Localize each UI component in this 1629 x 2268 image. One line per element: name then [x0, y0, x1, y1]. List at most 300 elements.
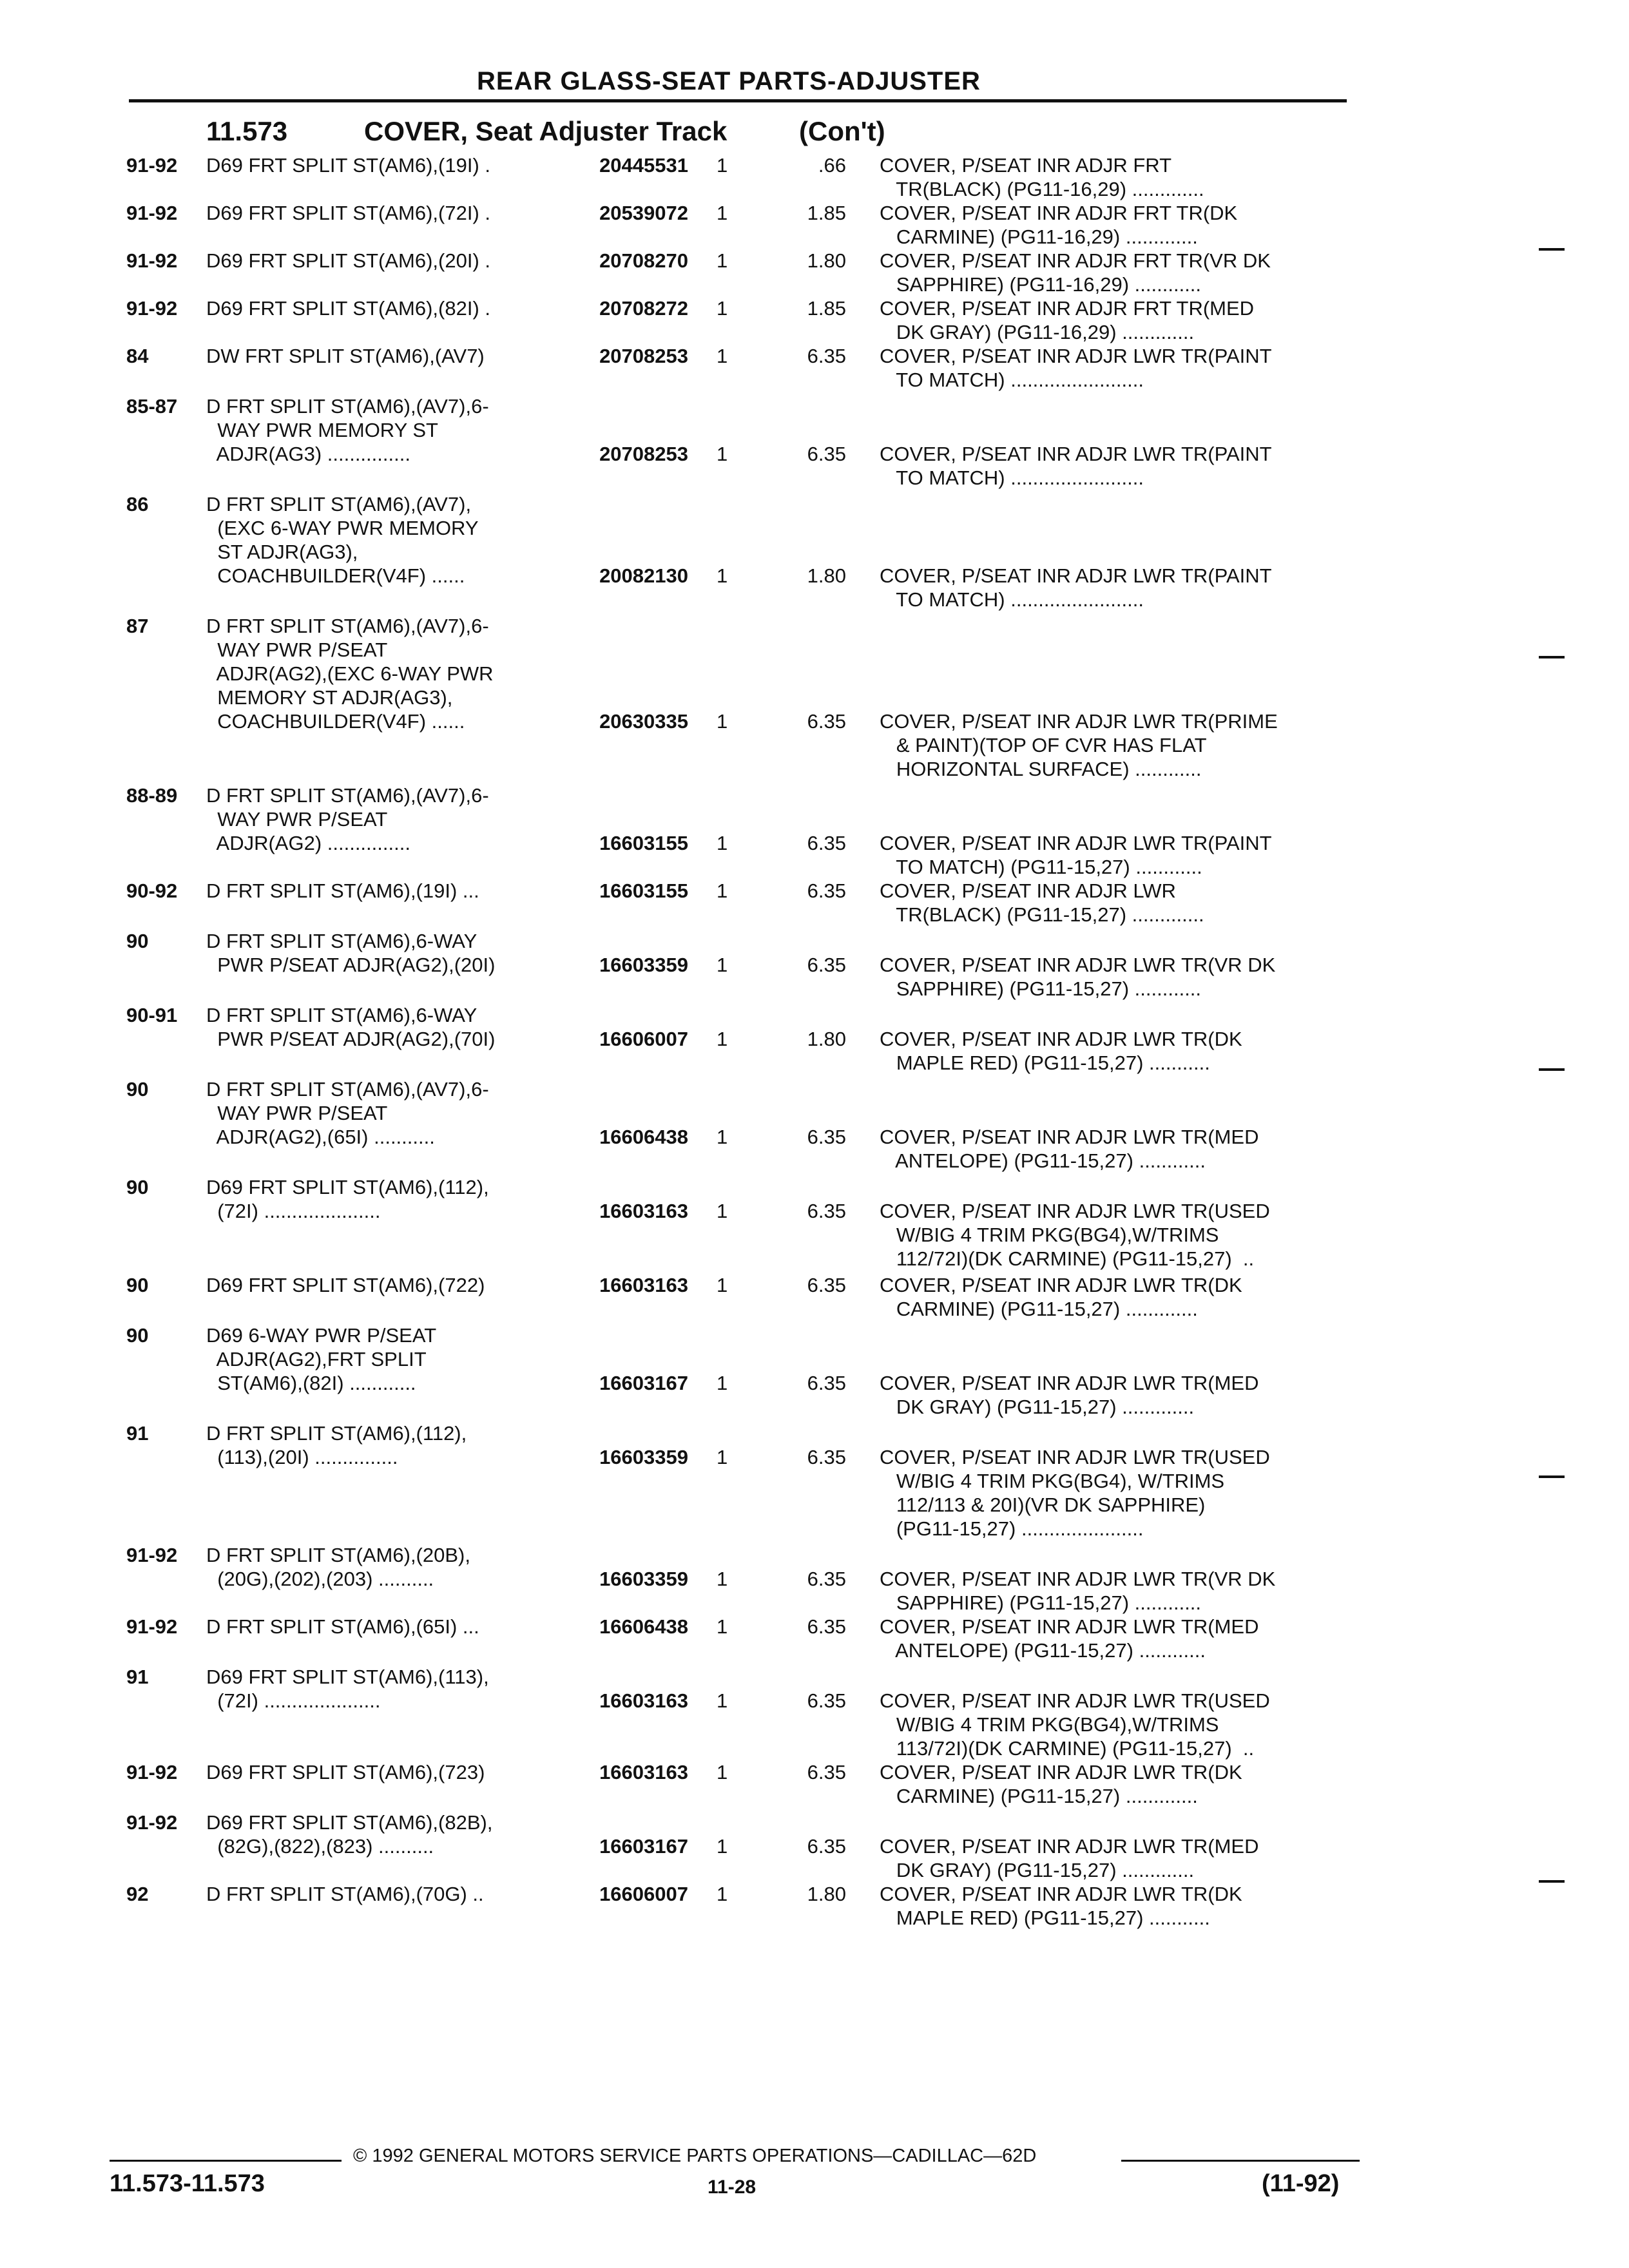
row-part-number	[567, 1615, 710, 1662]
application-line: D69 FRT SPLIT ST(AM6),(113),	[206, 1666, 489, 1688]
row-part-number-text: 16603359	[599, 1568, 688, 1590]
application-line: PWR P/SEAT ADJR(AG2),(70I)	[206, 1028, 496, 1050]
row-description	[880, 492, 1337, 611]
row-part-number	[567, 296, 710, 344]
application-line: (20G),(202),(203) ..........	[206, 1568, 434, 1590]
row-application	[206, 1882, 567, 1930]
row-years: 91-92	[126, 1761, 178, 1783]
application-line: ST(AM6),(82I) ............	[206, 1372, 416, 1394]
row-price-text: 6.35	[807, 443, 846, 465]
row-description	[880, 1882, 1337, 1930]
table-row	[126, 394, 1351, 490]
row-quantity	[710, 783, 747, 879]
row-price	[747, 201, 880, 249]
row-quantity-text: 1	[717, 879, 728, 902]
row-price	[747, 1615, 880, 1662]
row-part-number	[567, 1077, 710, 1173]
section-number: 11.573	[206, 116, 288, 146]
row-quantity	[710, 344, 747, 392]
description-line: ANTELOPE) (PG11-15,27) ............	[880, 1149, 1206, 1172]
row-years: 91-92	[126, 154, 178, 177]
description-line: SAPPHIRE) (PG11-15,27) ............	[880, 1591, 1202, 1614]
row-part-number-text: 20708253	[599, 443, 688, 465]
row-price	[747, 879, 880, 927]
application-line: D69 FRT SPLIT ST(AM6),(72I) .	[206, 202, 491, 224]
description-line: CARMINE) (PG11-15,27) .............	[880, 1785, 1198, 1807]
row-quantity	[710, 153, 747, 201]
row-price	[747, 1543, 880, 1615]
row-application	[206, 492, 567, 611]
description-line: COVER, P/SEAT INR ADJR LWR TR(MED	[880, 1372, 1259, 1394]
row-description	[880, 1273, 1337, 1321]
table-row	[126, 1882, 1351, 1930]
description-line: 112/72I)(DK CARMINE) (PG11-15,27) ..	[880, 1247, 1255, 1270]
row-price-text: 6.35	[807, 1372, 846, 1394]
row-description	[880, 153, 1337, 201]
row-price-text: 6.35	[807, 1761, 846, 1783]
row-price	[747, 1665, 880, 1760]
row-description	[880, 1077, 1337, 1173]
row-part-number	[567, 1003, 710, 1075]
row-price-text: 1.80	[807, 249, 846, 272]
row-part-number	[567, 929, 710, 1001]
description-line: COVER, P/SEAT INR ADJR LWR TR(PRIME	[880, 710, 1278, 733]
description-line: COVER, P/SEAT INR ADJR LWR	[880, 879, 1176, 902]
row-quantity-text: 1	[717, 1446, 728, 1468]
description-line: TO MATCH) (PG11-15,27) ............	[880, 856, 1202, 878]
row-price-text: 1.85	[807, 202, 846, 224]
row-application	[206, 1421, 567, 1541]
footer-rule	[110, 2160, 342, 2162]
application-line: (113),(20I) ...............	[206, 1446, 398, 1468]
table-row	[126, 1077, 1351, 1173]
description-line: W/BIG 4 TRIM PKG(BG4), W/TRIMS	[880, 1470, 1225, 1492]
row-years: 90	[126, 1176, 149, 1198]
row-application	[206, 879, 567, 927]
row-application	[206, 344, 567, 392]
row-quantity-text: 1	[717, 1615, 728, 1638]
description-line: COVER, P/SEAT INR ADJR LWR TR(DK	[880, 1883, 1242, 1905]
row-quantity-text: 1	[717, 1200, 728, 1222]
description-line: HORIZONTAL SURFACE) ............	[880, 758, 1202, 780]
row-quantity-text: 1	[717, 1568, 728, 1590]
row-years: 84	[126, 345, 149, 367]
description-line: COVER, P/SEAT INR ADJR FRT TR(VR DK	[880, 249, 1271, 272]
row-part-number	[567, 1323, 710, 1419]
description-line: (PG11-15,27) ......................	[880, 1517, 1144, 1540]
row-part-number-text: 16603155	[599, 879, 688, 902]
row-description	[880, 1003, 1337, 1075]
row-quantity-text: 1	[717, 1372, 728, 1394]
row-application	[206, 296, 567, 344]
table-row	[126, 1175, 1351, 1271]
application-line: D FRT SPLIT ST(AM6),(AV7),6-	[206, 395, 489, 418]
table-row	[126, 1665, 1351, 1760]
row-price-text: 6.35	[807, 1835, 846, 1858]
description-line: COVER, P/SEAT INR ADJR FRT	[880, 154, 1172, 177]
table-row	[126, 783, 1351, 879]
row-quantity	[710, 1175, 747, 1271]
description-line: COVER, P/SEAT INR ADJR LWR TR(PAINT	[880, 443, 1272, 465]
row-quantity-text: 1	[717, 1761, 728, 1783]
application-line: MEMORY ST ADJR(AG3),	[206, 686, 453, 709]
section-continued: (Con't)	[799, 116, 885, 146]
application-line: ADJR(AG2),(65I) ...........	[206, 1126, 435, 1148]
row-description	[880, 1615, 1337, 1662]
row-part-number-text: 20082130	[599, 564, 688, 587]
row-years: 90	[126, 1274, 149, 1296]
row-years: 91-92	[126, 1615, 178, 1638]
description-line: COVER, P/SEAT INR ADJR LWR TR(VR DK	[880, 954, 1276, 976]
row-part-number	[567, 201, 710, 249]
row-price	[747, 296, 880, 344]
row-quantity-text: 1	[717, 1126, 728, 1148]
table-row	[126, 296, 1351, 344]
description-line: CARMINE) (PG11-15,27) .............	[880, 1298, 1198, 1320]
application-line: (EXC 6-WAY PWR MEMORY	[206, 517, 479, 539]
table-row	[126, 929, 1351, 1001]
row-quantity	[710, 1760, 747, 1808]
application-line: COACHBUILDER(V4F) ......	[206, 564, 465, 587]
row-description	[880, 614, 1337, 781]
margin-mark	[1539, 656, 1565, 658]
application-line: D69 FRT SPLIT ST(AM6),(723)	[206, 1761, 485, 1783]
description-line: COVER, P/SEAT INR ADJR LWR TR(DK	[880, 1274, 1242, 1296]
row-part-number	[567, 1543, 710, 1615]
application-line: ST ADJR(AG3),	[206, 541, 358, 563]
application-line: D FRT SPLIT ST(AM6),6-WAY	[206, 930, 477, 952]
description-line: 112/113 & 20I)(VR DK SAPPHIRE)	[880, 1494, 1206, 1516]
description-line: COVER, P/SEAT INR ADJR LWR TR(USED	[880, 1200, 1270, 1222]
row-price	[747, 1421, 880, 1541]
row-price	[747, 394, 880, 490]
application-line: D FRT SPLIT ST(AM6),(AV7),6-	[206, 615, 489, 637]
description-line: TO MATCH) ........................	[880, 588, 1144, 611]
row-application	[206, 1003, 567, 1075]
title-rule	[129, 99, 1347, 102]
application-line: ADJR(AG2),FRT SPLIT	[206, 1348, 427, 1370]
row-part-number	[567, 492, 710, 611]
row-part-number-text: 16606438	[599, 1615, 688, 1638]
row-application	[206, 1077, 567, 1173]
row-part-number-text: 16603167	[599, 1372, 688, 1394]
description-line: COVER, P/SEAT INR ADJR LWR TR(DK	[880, 1761, 1242, 1783]
row-description	[880, 879, 1337, 927]
row-description	[880, 783, 1337, 879]
row-quantity	[710, 1003, 747, 1075]
row-application	[206, 614, 567, 781]
application-line: D69 FRT SPLIT ST(AM6),(722)	[206, 1274, 485, 1296]
row-price-text: 6.35	[807, 345, 846, 367]
application-line: ADJR(AG2),(EXC 6-WAY PWR	[206, 662, 494, 685]
application-line: ADJR(AG2) ...............	[206, 832, 410, 854]
row-application	[206, 201, 567, 249]
row-quantity-text: 1	[717, 564, 728, 587]
row-price-text: 6.35	[807, 1126, 846, 1148]
row-part-number	[567, 153, 710, 201]
row-description	[880, 201, 1337, 249]
row-years: 85-87	[126, 395, 178, 418]
description-line: COVER, P/SEAT INR ADJR LWR TR(PAINT	[880, 564, 1272, 587]
description-line: COVER, P/SEAT INR ADJR FRT TR(DK	[880, 202, 1238, 224]
description-line: TR(BLACK) (PG11-15,27) .............	[880, 903, 1204, 926]
table-row	[126, 614, 1351, 781]
footer-range: 11.573-11.573	[110, 2170, 265, 2197]
row-years: 91	[126, 1422, 149, 1445]
row-part-number-text: 16603359	[599, 1446, 688, 1468]
row-years: 91-92	[126, 249, 178, 272]
row-part-number-text: 20708270	[599, 249, 688, 272]
row-part-number	[567, 344, 710, 392]
description-line: COVER, P/SEAT INR ADJR LWR TR(DK	[880, 1028, 1242, 1050]
row-part-number	[567, 879, 710, 927]
row-price-text: 6.35	[807, 954, 846, 976]
row-part-number	[567, 1421, 710, 1541]
row-quantity	[710, 1323, 747, 1419]
row-years: 90	[126, 1078, 149, 1100]
application-line: D FRT SPLIT ST(AM6),(20B),	[206, 1544, 470, 1566]
application-line: ADJR(AG3) ...............	[206, 443, 410, 465]
row-description	[880, 296, 1337, 344]
description-line: COVER, P/SEAT INR ADJR LWR TR(USED	[880, 1446, 1270, 1468]
row-quantity	[710, 394, 747, 490]
footer-rule	[1121, 2160, 1360, 2162]
row-application	[206, 249, 567, 296]
description-line: DK GRAY) (PG11-15,27) .............	[880, 1859, 1195, 1881]
row-years: 91-92	[126, 297, 178, 320]
row-application	[206, 394, 567, 490]
row-part-number-text: 16606438	[599, 1126, 688, 1148]
row-years: 91-92	[126, 202, 178, 224]
row-part-number-text: 20630335	[599, 710, 688, 733]
row-price	[747, 783, 880, 879]
application-line: WAY PWR P/SEAT	[206, 808, 388, 831]
row-part-number-text: 16603167	[599, 1835, 688, 1858]
row-price	[747, 1811, 880, 1882]
row-quantity-text: 1	[717, 297, 728, 320]
row-application	[206, 1665, 567, 1760]
row-part-number	[567, 249, 710, 296]
description-line: W/BIG 4 TRIM PKG(BG4),W/TRIMS	[880, 1224, 1219, 1246]
description-line: SAPPHIRE) (PG11-16,29) ............	[880, 273, 1202, 296]
application-line: D FRT SPLIT ST(AM6),(65I) ...	[206, 1615, 479, 1638]
section-heading	[206, 116, 727, 147]
row-years: 88-89	[126, 784, 178, 807]
table-row	[126, 344, 1351, 392]
row-quantity-text: 1	[717, 249, 728, 272]
description-line: TO MATCH) ........................	[880, 369, 1144, 391]
description-line: & PAINT)(TOP OF CVR HAS FLAT	[880, 734, 1207, 756]
application-line: D69 FRT SPLIT ST(AM6),(112),	[206, 1176, 489, 1198]
row-part-number-text: 16603163	[599, 1200, 688, 1222]
row-description	[880, 1323, 1337, 1419]
row-part-number-text: 16603163	[599, 1761, 688, 1783]
row-quantity	[710, 1615, 747, 1662]
row-price	[747, 153, 880, 201]
description-line: W/BIG 4 TRIM PKG(BG4),W/TRIMS	[880, 1713, 1219, 1736]
row-quantity	[710, 879, 747, 927]
application-line: DW FRT SPLIT ST(AM6),(AV7)	[206, 345, 485, 367]
description-line: COVER, P/SEAT INR ADJR LWR TR(PAINT	[880, 832, 1272, 854]
page-title: REAR GLASS-SEAT PARTS-ADJUSTER	[477, 67, 981, 95]
row-quantity	[710, 296, 747, 344]
row-application	[206, 783, 567, 879]
margin-mark	[1539, 248, 1565, 251]
row-price-text: 1.80	[807, 1028, 846, 1050]
row-price	[747, 1882, 880, 1930]
row-price-text: .66	[818, 154, 846, 177]
row-part-number	[567, 394, 710, 490]
row-price-text: 1.80	[807, 564, 846, 587]
row-quantity	[710, 201, 747, 249]
row-price	[747, 249, 880, 296]
row-part-number-text: 16603163	[599, 1274, 688, 1296]
description-line: COVER, P/SEAT INR ADJR FRT TR(MED	[880, 297, 1255, 320]
row-quantity-text: 1	[717, 443, 728, 465]
row-part-number-text: 16603155	[599, 832, 688, 854]
row-quantity	[710, 614, 747, 781]
row-years: 91	[126, 1666, 149, 1688]
row-part-number	[567, 1273, 710, 1321]
row-quantity-text: 1	[717, 154, 728, 177]
description-line: COVER, P/SEAT INR ADJR LWR TR(USED	[880, 1689, 1270, 1712]
row-quantity	[710, 1882, 747, 1930]
application-line: D FRT SPLIT ST(AM6),(112),	[206, 1422, 467, 1445]
row-application	[206, 1323, 567, 1419]
row-part-number	[567, 1760, 710, 1808]
row-description	[880, 1760, 1337, 1808]
row-part-number	[567, 783, 710, 879]
row-part-number	[567, 614, 710, 781]
table-row	[126, 879, 1351, 927]
parts-table	[126, 153, 1351, 1930]
row-price-text: 6.35	[807, 1446, 846, 1468]
footer-date: (11-92)	[1262, 2170, 1340, 2197]
row-part-number-text: 20445531	[599, 154, 688, 177]
row-price	[747, 1273, 880, 1321]
row-years: 87	[126, 615, 149, 637]
margin-mark	[1539, 1068, 1565, 1071]
application-line: D FRT SPLIT ST(AM6),(19I) ...	[206, 879, 479, 902]
row-years: 90	[126, 1324, 149, 1347]
row-quantity	[710, 1077, 747, 1173]
row-part-number	[567, 1175, 710, 1271]
row-part-number	[567, 1811, 710, 1882]
row-years: 92	[126, 1883, 149, 1905]
description-line: MAPLE RED) (PG11-15,27) ...........	[880, 1052, 1210, 1074]
row-price-text: 6.35	[807, 710, 846, 733]
table-row	[126, 1615, 1351, 1662]
row-application	[206, 1811, 567, 1882]
row-quantity-text: 1	[717, 1274, 728, 1296]
application-line: COACHBUILDER(V4F) ......	[206, 710, 465, 733]
row-part-number-text: 16603163	[599, 1689, 688, 1712]
margin-mark	[1539, 1475, 1565, 1478]
row-part-number-text: 20708253	[599, 345, 688, 367]
row-price-text: 6.35	[807, 832, 846, 854]
description-line: SAPPHIRE) (PG11-15,27) ............	[880, 977, 1202, 1000]
row-quantity	[710, 1273, 747, 1321]
table-row	[126, 1273, 1351, 1321]
row-description	[880, 249, 1337, 296]
row-part-number-text: 16606007	[599, 1883, 688, 1905]
table-row	[126, 201, 1351, 249]
description-line: COVER, P/SEAT INR ADJR LWR TR(MED	[880, 1126, 1259, 1148]
row-quantity	[710, 1665, 747, 1760]
footer-copyright: © 1992 GENERAL MOTORS SERVICE PARTS OPERATIONS—CADILLAC—62D	[353, 2146, 1037, 2166]
application-line: (72I) .....................	[206, 1689, 381, 1712]
application-line: D69 FRT SPLIT ST(AM6),(82I) .	[206, 297, 491, 320]
row-years: 90-91	[126, 1004, 178, 1026]
row-quantity-text: 1	[717, 832, 728, 854]
application-line: D FRT SPLIT ST(AM6),6-WAY	[206, 1004, 477, 1026]
row-part-number-text: 20708272	[599, 297, 688, 320]
row-quantity-text: 1	[717, 202, 728, 224]
description-line: COVER, P/SEAT INR ADJR LWR TR(MED	[880, 1835, 1259, 1858]
row-application	[206, 1760, 567, 1808]
row-quantity	[710, 1543, 747, 1615]
application-line: D FRT SPLIT ST(AM6),(AV7),	[206, 493, 472, 515]
row-description	[880, 1811, 1337, 1882]
row-price-text: 6.35	[807, 879, 846, 902]
application-line: D69 FRT SPLIT ST(AM6),(20I) .	[206, 249, 491, 272]
margin-mark	[1539, 1880, 1565, 1883]
row-price	[747, 492, 880, 611]
row-price-text: 1.85	[807, 297, 846, 320]
row-years: 91-92	[126, 1811, 178, 1834]
row-years: 90	[126, 930, 149, 952]
description-line: DK GRAY) (PG11-16,29) .............	[880, 321, 1195, 343]
row-quantity	[710, 1811, 747, 1882]
row-quantity	[710, 929, 747, 1001]
row-price	[747, 614, 880, 781]
application-line: D FRT SPLIT ST(AM6),(70G) ..	[206, 1883, 484, 1905]
row-description	[880, 1543, 1337, 1615]
row-application	[206, 929, 567, 1001]
row-description	[880, 394, 1337, 490]
table-row	[126, 1323, 1351, 1419]
row-price	[747, 929, 880, 1001]
row-price-text: 1.80	[807, 1883, 846, 1905]
row-description	[880, 1175, 1337, 1271]
table-row	[126, 492, 1351, 611]
row-price	[747, 1175, 880, 1271]
description-line: CARMINE) (PG11-16,29) .............	[880, 226, 1198, 248]
description-line: ANTELOPE) (PG11-15,27) ............	[880, 1639, 1206, 1662]
row-quantity-text: 1	[717, 1689, 728, 1712]
table-row	[126, 1003, 1351, 1075]
application-line: WAY PWR P/SEAT	[206, 639, 388, 661]
description-line: TR(BLACK) (PG11-16,29) .............	[880, 178, 1204, 200]
row-years: 90-92	[126, 879, 178, 902]
row-part-number-text: 20539072	[599, 202, 688, 224]
application-line: PWR P/SEAT ADJR(AG2),(20I)	[206, 954, 496, 976]
row-quantity	[710, 1421, 747, 1541]
application-line: (72I) .....................	[206, 1200, 381, 1222]
table-row	[126, 249, 1351, 296]
application-line: D FRT SPLIT ST(AM6),(AV7),6-	[206, 784, 489, 807]
application-line: (82G),(822),(823) ..........	[206, 1835, 434, 1858]
row-price	[747, 1003, 880, 1075]
row-quantity	[710, 249, 747, 296]
table-row	[126, 1760, 1351, 1808]
application-line: D69 FRT SPLIT ST(AM6),(19I) .	[206, 154, 491, 177]
description-line: COVER, P/SEAT INR ADJR LWR TR(VR DK	[880, 1568, 1276, 1590]
row-description	[880, 344, 1337, 392]
description-line: 113/72I)(DK CARMINE) (PG11-15,27) ..	[880, 1737, 1255, 1760]
row-part-number-text: 16606007	[599, 1028, 688, 1050]
description-line: MAPLE RED) (PG11-15,27) ...........	[880, 1907, 1210, 1929]
